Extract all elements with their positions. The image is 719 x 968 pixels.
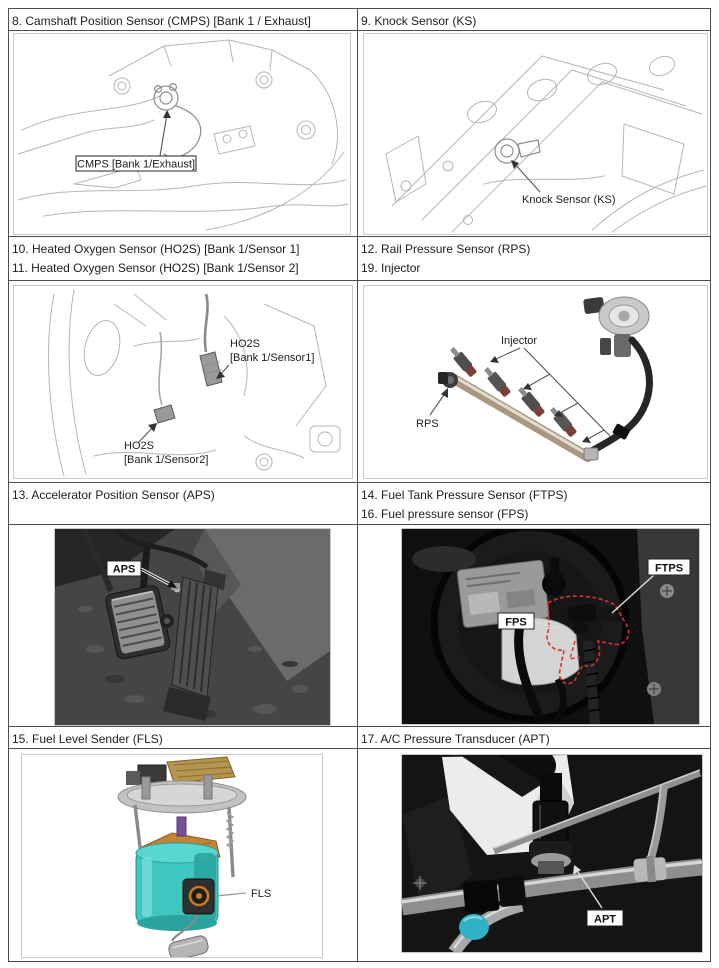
figure-cell-apt bbox=[358, 749, 710, 961]
rps-label-text: RPS bbox=[416, 418, 439, 430]
header-cell-fls bbox=[9, 727, 358, 749]
header-cell-ftps-fps bbox=[358, 483, 710, 525]
header-text: 19. Injector bbox=[361, 261, 421, 275]
fuel-rail-photo bbox=[363, 285, 708, 479]
header-text: 8. Camshaft Position Sensor (CMPS) [Bank 1 / Exhaust] bbox=[12, 14, 311, 28]
ho2s-sensor-2 bbox=[154, 332, 175, 423]
ho2s1-line1: HO2S bbox=[230, 338, 260, 350]
injector-label-text: Injector bbox=[501, 335, 538, 347]
engine-line-art bbox=[18, 40, 348, 230]
header-cell-knock-sensor bbox=[358, 9, 710, 31]
ftps-label-text: FTPS bbox=[654, 562, 684, 575]
figure-cell-knock-sensor bbox=[358, 31, 710, 237]
header-text: 14. Fuel Tank Pressure Sensor (FTPS) bbox=[361, 488, 568, 502]
engine-line-art bbox=[49, 290, 340, 476]
aps-photo bbox=[54, 528, 331, 726]
figure-cell-cmps bbox=[9, 31, 358, 237]
cmps-sensor bbox=[154, 84, 201, 157]
header-text: 10. Heated Oxygen Sensor (HO2S) [Bank 1/Sensor 1] bbox=[12, 242, 300, 256]
rps-label bbox=[416, 388, 448, 430]
ho2s2-label bbox=[124, 423, 208, 466]
header-text: 12. Rail Pressure Sensor (RPS) bbox=[361, 242, 531, 256]
aps-label-text: APS bbox=[112, 563, 136, 576]
header-cell-ho2s bbox=[9, 237, 358, 281]
apt-label-text: APT bbox=[594, 913, 616, 926]
rubber-mount bbox=[463, 879, 500, 913]
figure-cell-ftps-fps bbox=[358, 525, 710, 727]
screw bbox=[660, 584, 674, 598]
ho2s1-line2: [Bank 1/Sensor1] bbox=[230, 352, 315, 364]
apt-photo bbox=[401, 754, 703, 953]
header-text: 17. A/C Pressure Transducer (APT) bbox=[361, 732, 550, 746]
ho2s2-line1: HO2S bbox=[124, 440, 154, 452]
header-text: 9. Knock Sensor (KS) bbox=[361, 14, 477, 28]
fls-label-text: FLS bbox=[251, 888, 272, 900]
ho2s-sensor-1 bbox=[200, 294, 222, 386]
blue-cap bbox=[459, 914, 489, 940]
header-cell-rps-injector bbox=[358, 237, 710, 281]
header-text: 11. Heated Oxygen Sensor (HO2S) [Bank 1/Sensor 2] bbox=[12, 261, 299, 275]
knock-sensor-label-text: Knock Sensor (KS) bbox=[522, 194, 616, 206]
header-text: 15. Fuel Level Sender (FLS) bbox=[12, 732, 163, 746]
cmps-label-text: CMPS [Bank 1/Exhaust] bbox=[77, 158, 195, 171]
figure-cell-fls bbox=[9, 749, 358, 961]
cmps-label bbox=[76, 110, 196, 171]
fls-sensor-shape bbox=[183, 879, 214, 914]
header-cell-aps bbox=[9, 483, 358, 525]
fuel-tank-photo bbox=[401, 528, 700, 725]
corrugated-tube bbox=[588, 641, 595, 724]
figure-cell-aps bbox=[9, 525, 358, 727]
cmps-line-drawing bbox=[13, 33, 351, 235]
fls-illustration bbox=[21, 754, 323, 958]
screw bbox=[647, 682, 661, 696]
ho2s1-label bbox=[216, 338, 314, 379]
header-cell-apt bbox=[358, 727, 710, 749]
ho2s2-line2: [Bank 1/Sensor2] bbox=[124, 454, 209, 466]
figure-cell-ho2s bbox=[9, 281, 358, 483]
rps-sensor-shape bbox=[438, 372, 458, 388]
figure-cell-rps-injector bbox=[358, 281, 710, 483]
header-text: 16. Fuel pressure sensor (FPS) bbox=[361, 507, 529, 521]
sensor-location-table bbox=[8, 8, 711, 962]
header-cell-cmps bbox=[9, 9, 358, 31]
ho2s-line-drawing bbox=[13, 285, 353, 479]
header-text: 13. Accelerator Position Sensor (APS) bbox=[12, 488, 215, 502]
fps-label-text: FPS bbox=[505, 616, 527, 629]
knock-sensor-line-drawing bbox=[363, 33, 708, 235]
knock-sensor-label bbox=[511, 160, 616, 206]
